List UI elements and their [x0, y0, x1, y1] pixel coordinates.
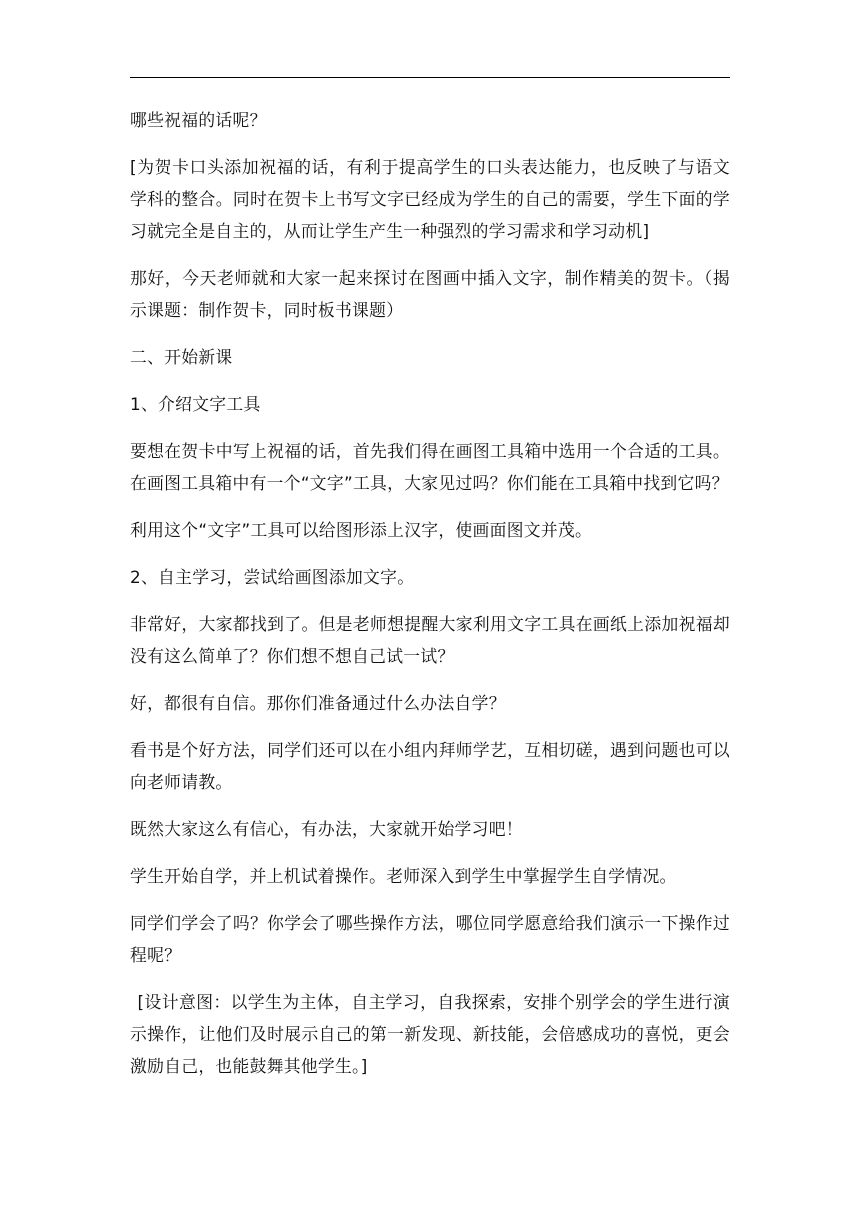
subheading-text-tool: 1、介绍文字工具 — [130, 394, 261, 414]
paragraph-student-practice: 学生开始自学，并上机试着操作。老师深入到学生中掌握学生自学情况。 — [130, 866, 677, 886]
paragraph-try-it: 非常好，大家都找到了。但是老师想提醒大家利用文字工具在画纸上添加祝福却没有这么简单了？你们想不想自己试一试？ — [130, 614, 730, 666]
section-heading-new-lesson: 二、开始新课 — [130, 347, 233, 367]
header-rule — [130, 77, 730, 78]
paragraph-confidence: 好，都很有自信。那你们准备通过什么办法自学？ — [130, 693, 506, 713]
document-body — [130, 104, 730, 1097]
paragraph-blessing-question: 哪些祝福的话呢？ — [130, 110, 267, 130]
paragraph-text-tool-use: 利用这个“文字”工具可以给图形添上汉字，使画面图文并茂。 — [130, 520, 593, 540]
subheading-self-study: 2、自主学习，尝试给画图添加文字。 — [130, 567, 415, 587]
paragraph-text-tool-intro: 要想在贺卡中写上祝福的话，首先我们得在画图工具箱中选用一个合适的工具。在画图工具箱中有一个“文字”工具，大家见过吗？你们能在工具箱中找到它吗？ — [130, 441, 730, 493]
paragraph-design-note-1: [为贺卡口头添加祝福的话，有利于提高学生的口头表达能力，也反映了与语文学科的整合。同时在贺卡上书写文字已经成为学生的自己的需要，学生下面的学习就完全是自主的，从而让学生产生一种强烈的学习需求和学习动机] — [130, 157, 730, 241]
paragraph-demonstration: 同学们学会了吗？你学会了哪些操作方法，哪位同学愿意给我们演示一下操作过程呢？ — [130, 913, 730, 965]
paragraph-start-learning: 既然大家这么有信心，有办法，大家就开始学习吧！ — [130, 819, 523, 839]
paragraph-topic-intro: 那好，今天老师就和大家一起来探讨在图画中插入文字，制作精美的贺卡。（揭示课题：制作贺卡，同时板书课题） — [130, 268, 730, 320]
paragraph-design-note-2: [设计意图：以学生为主体，自主学习，自我探索，安排个别学会的学生进行演示操作，让他们及时展示自己的第一新发现、新技能，会倍感成功的喜悦，更会激励自己，也能鼓舞其他学生。] — [130, 992, 730, 1076]
paragraph-study-methods: 看书是个好方法，同学们还可以在小组内拜师学艺，互相切磋，遇到问题也可以向老师请教。 — [130, 740, 730, 792]
